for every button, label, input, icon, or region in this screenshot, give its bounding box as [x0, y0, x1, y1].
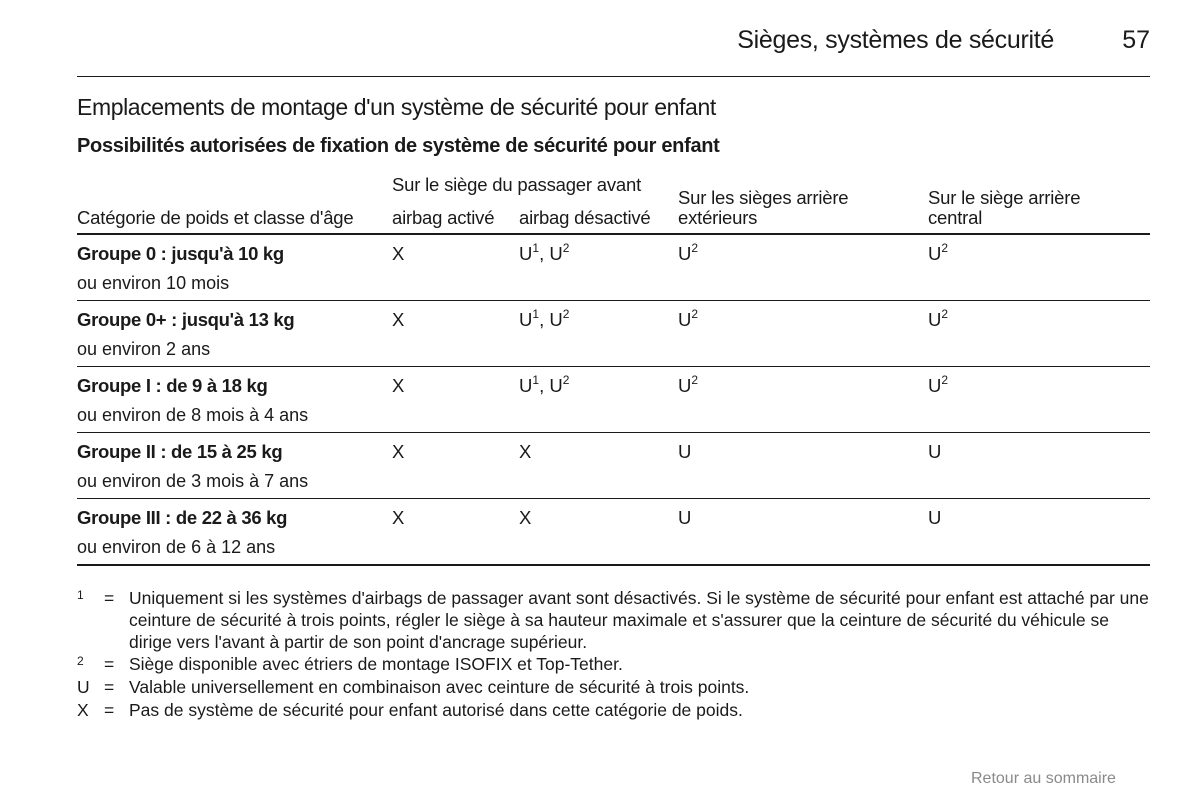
back-to-contents-link[interactable]: Retour au sommaire	[971, 770, 1116, 787]
cell-airbag-on: X	[392, 243, 405, 264]
superscript: 2	[691, 307, 699, 321]
superscript: 2	[691, 373, 699, 387]
superscript: 2	[941, 373, 949, 387]
footnote-eq: =	[104, 677, 115, 697]
age-range: ou environ de 3 mois à 7 ans	[77, 471, 309, 491]
superscript: 2	[562, 241, 570, 255]
footnote-text: Uniquement si les systèmes d'airbags de passager avant sont désactivés. Si le système de sécurité pour enfant est attaché par une ceinture de sécurité à trois points, régler le siège à sa hauteur maximale et s'assurer que la ceinture de sécurité du véhicule se dirige vers l'avant à partir de son point d'ancrage supérieur.	[129, 588, 1149, 652]
value: U	[928, 507, 942, 528]
footnote-key: 1	[77, 588, 84, 602]
footnote-eq: =	[104, 588, 115, 608]
weight-group: Groupe 0 : jusqu'à 10 kg	[77, 243, 284, 264]
cell-airbag-off	[519, 309, 569, 331]
footnote-text: Siège disponible avec étriers de montage ISOFIX et Top-Tether.	[129, 654, 623, 674]
header-airbag-on: airbag activé	[392, 207, 495, 228]
value: U	[678, 309, 692, 330]
header-rule	[77, 233, 1150, 235]
superscript: 1	[532, 241, 540, 255]
value: U	[678, 507, 692, 528]
cell-rear-outer	[678, 507, 691, 529]
cell-airbag-on: X	[392, 309, 405, 330]
footnote-eq: =	[104, 700, 115, 720]
header-rear-center-line2: central	[928, 207, 983, 228]
cell-airbag-off: X	[519, 507, 532, 528]
page-number: 57	[1122, 26, 1150, 54]
weight-group: Groupe I : de 9 à 18 kg	[77, 375, 268, 396]
separator: ,	[539, 375, 550, 396]
age-range: ou environ de 8 mois à 4 ans	[77, 405, 309, 425]
section-title: Emplacements de montage d'un système de sécurité pour enfant	[77, 94, 716, 120]
row-divider	[77, 432, 1150, 433]
footnote-key: 2	[77, 654, 84, 668]
superscript: 2	[941, 241, 949, 255]
row-divider	[77, 366, 1150, 367]
weight-group: Groupe II : de 15 à 25 kg	[77, 441, 283, 462]
cell-airbag-off	[519, 243, 569, 265]
cell-rear-outer	[678, 309, 698, 331]
value: U	[678, 243, 692, 264]
cell-rear-center	[928, 441, 941, 463]
separator: ,	[539, 309, 550, 330]
cell-rear-outer	[678, 243, 698, 265]
header-rear-outer-line2: extérieurs	[678, 207, 758, 228]
footnote-eq: =	[104, 654, 115, 674]
value: U	[928, 375, 942, 396]
cell-rear-outer	[678, 375, 698, 397]
age-range: ou environ 2 ans	[77, 339, 211, 359]
separator: ,	[539, 243, 550, 264]
cell-airbag-on: X	[392, 507, 405, 528]
value: U	[928, 309, 942, 330]
page-header	[77, 22, 1150, 77]
value: U	[928, 441, 942, 462]
cell-rear-center	[928, 243, 948, 265]
value: U	[678, 375, 692, 396]
cell-rear-center	[928, 507, 941, 529]
footnote-key: U	[77, 677, 90, 697]
weight-group: Groupe 0+ : jusqu'à 13 kg	[77, 309, 295, 330]
cell-airbag-on: X	[392, 375, 405, 396]
cell-airbag-on: X	[392, 441, 405, 462]
superscript: 2	[691, 241, 699, 255]
footnote-text: Valable universellement en combinaison avec ceinture de sécurité à trois points.	[129, 677, 750, 697]
footnote-key: X	[77, 700, 89, 720]
value: U	[549, 375, 563, 396]
cell-airbag-off: X	[519, 441, 532, 462]
age-range: ou environ 10 mois	[77, 273, 230, 293]
superscript: 1	[532, 307, 540, 321]
header-front-passenger: Sur le siège du passager avant	[392, 174, 642, 195]
header-rear-center-line1: Sur le siège arrière	[928, 187, 1081, 208]
table-bottom-rule	[77, 564, 1150, 566]
table-title: Possibilités autorisées de fixation de système de sécurité pour enfant	[77, 135, 720, 157]
header-airbag-off: airbag désactivé	[519, 207, 651, 228]
weight-group: Groupe III : de 22 à 36 kg	[77, 507, 288, 528]
value: U	[928, 243, 942, 264]
cell-rear-center	[928, 375, 948, 397]
row-divider	[77, 498, 1150, 499]
cell-rear-outer	[678, 441, 691, 463]
value: U	[549, 243, 563, 264]
superscript: 2	[562, 307, 570, 321]
value: U	[519, 375, 533, 396]
value: U	[519, 309, 533, 330]
footnote-text: Pas de système de sécurité pour enfant autorisé dans cette catégorie de poids.	[129, 700, 743, 720]
age-range: ou environ de 6 à 12 ans	[77, 537, 276, 557]
chapter-title: Sièges, systèmes de sécurité	[737, 26, 1054, 54]
cell-rear-center	[928, 309, 948, 331]
cell-airbag-off	[519, 375, 569, 397]
value: U	[519, 243, 533, 264]
superscript: 1	[532, 373, 540, 387]
superscript: 2	[562, 373, 570, 387]
value: U	[549, 309, 563, 330]
header-category: Catégorie de poids et classe d'âge	[77, 207, 354, 228]
header-rear-outer-line1: Sur les sièges arrière	[678, 187, 849, 208]
superscript: 2	[941, 307, 949, 321]
row-divider	[77, 300, 1150, 301]
value: U	[678, 441, 692, 462]
